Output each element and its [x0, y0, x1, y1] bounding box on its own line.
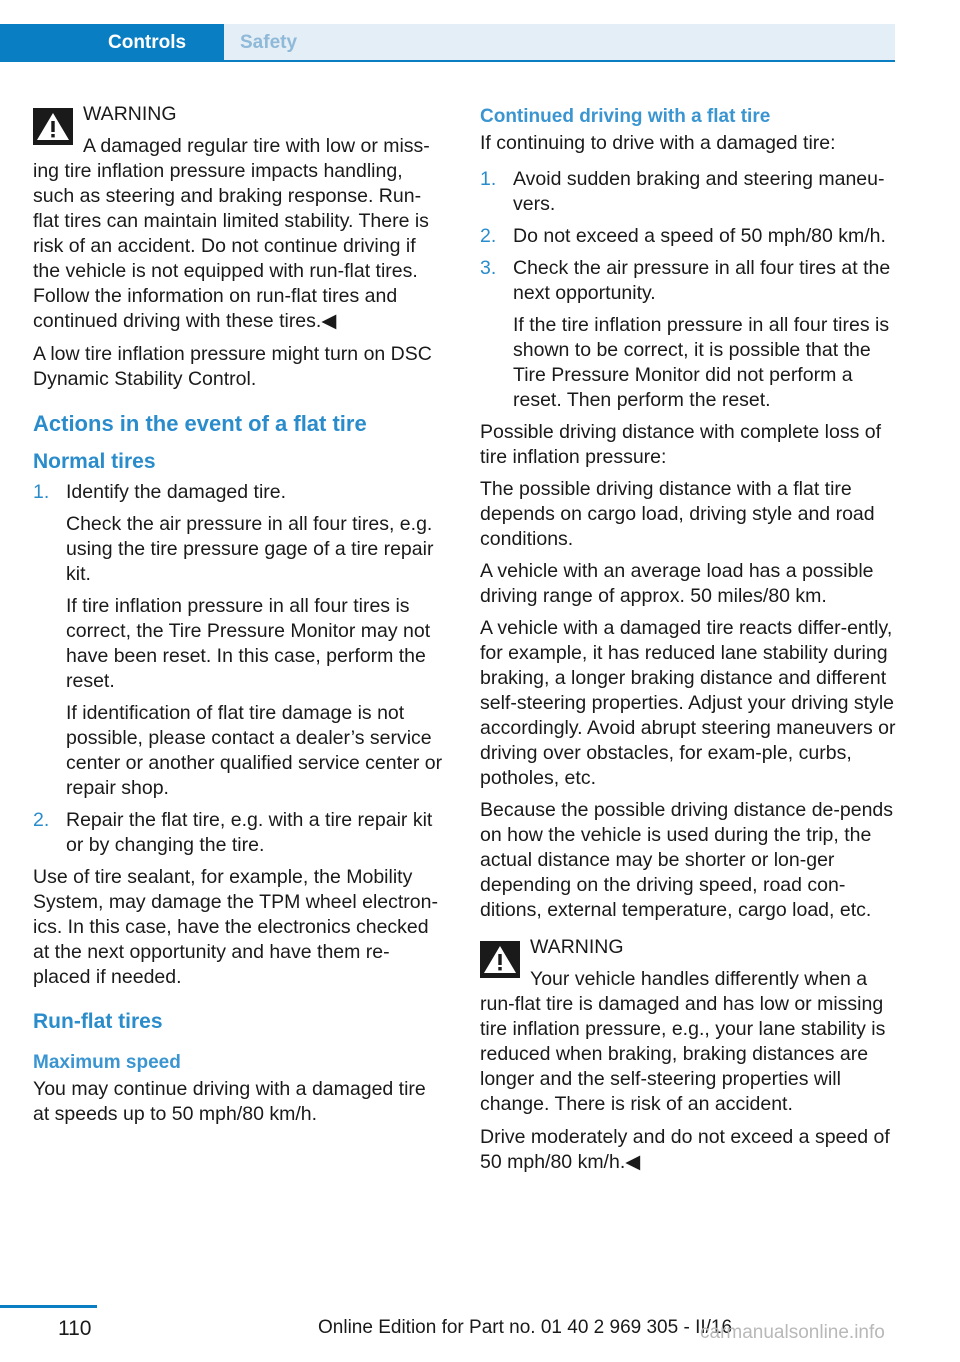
list-item — [480, 256, 896, 413]
list-paragraph: Identify the damaged tire. — [66, 481, 287, 503]
list-number: 2. — [480, 225, 497, 247]
warning-title: WARNING — [530, 936, 624, 958]
final-paragraph: Drive moderately and do not exceed a speed of 50 mph/80 km/h.◀ — [480, 1126, 890, 1173]
list-number: 1. — [480, 168, 497, 190]
list-paragraph: If tire inflation pressure in all four tires is correct, the Tire Pressure Monitor may not have been reset. In this case, perform the reset. — [66, 595, 431, 692]
list-paragraph: Do not exceed a speed of 50 mph/80 km/h. — [513, 225, 886, 247]
warning-title: WARNING — [83, 103, 177, 125]
list-paragraph: Check the air pressure in all four tires, e.g. using the tire pressure gage of a tire repair kit. — [66, 513, 434, 585]
heading-normal-tires: Normal tires — [33, 450, 156, 473]
list-paragraph: Check the air pressure in all four tires at the next opportunity. — [513, 257, 891, 304]
list-paragraph: Repair the flat tire, e.g. with a tire repair kit or by changing the tire. — [66, 809, 433, 856]
watermark: carmanualsonline.info — [700, 1322, 885, 1343]
warning-triangle-icon — [480, 941, 520, 978]
warning-text: run-flat tire is damaged and has low or missing tire inflation pressure, e.g., your lane stability is reduced when braking, braking distances are longer and the self-steering properties will change. There is risk of an accident. — [480, 993, 886, 1115]
distance-paragraph-2: The possible driving distance with a flat tire depends on cargo load, driving style and road conditions. — [480, 478, 875, 550]
distance-paragraph-5: Because the possible driving distance de-pends on how the vehicle is used during the trip, the actual distance may be shorter or lon-ger depending on the driving speed, road con-ditions, external temperature, cargo load, etc. — [480, 799, 894, 921]
warning-block-2 — [480, 935, 896, 1117]
list-paragraph: If identification of flat tire damage is not possible, please contact a dealer’s service center or another qualified service center or repair shop. — [66, 702, 443, 799]
footer-accent-line — [0, 1305, 97, 1308]
heading-maximum-speed: Maximum speed — [33, 1052, 181, 1073]
right-column — [480, 102, 896, 1182]
warning-text: ing tire inflation pressure impacts handling, such as steering and braking response. Run-flat tires can maintain limited stability. There is risk of an accident. Do not continue driving if the vehicle is not equipped with run-flat tires. Follow the information on run-flat tires and continued driving with these tires.◀ — [33, 160, 429, 332]
sealant-paragraph: Use of tire sealant, for example, the Mobility System, may damage the TPM wheel electron-ics. In this case, have the electronics checked at the next opportunity and have them re-placed if needed. — [33, 866, 438, 988]
tab-controls[interactable]: Controls — [0, 24, 224, 62]
list-number: 1. — [33, 481, 50, 503]
tab-safety[interactable]: Safety — [224, 24, 895, 62]
list-item — [33, 808, 447, 858]
list-item — [480, 224, 896, 249]
warning-first-line: Your vehicle handles differently when a — [530, 968, 868, 990]
max-speed-paragraph: You may continue driving with a damaged tire at speeds up to 50 mph/80 km/h. — [33, 1078, 426, 1125]
warning-block-1 — [33, 102, 447, 334]
heading-flat-tire-actions: Actions in the event of a flat tire — [33, 411, 367, 436]
list-paragraph: If the tire inflation pressure in all four tires is shown to be correct, it is possible that the Tire Pressure Monitor did not perform a reset. Then perform the reset. — [513, 314, 890, 411]
continued-driving-list — [480, 167, 896, 413]
heading-continued-driving: Continued driving with a flat tire — [480, 106, 771, 127]
page-number: 110 — [58, 1317, 92, 1340]
dsc-paragraph: A low tire inflation pressure might turn on DSC Dynamic Stability Control. — [33, 343, 432, 390]
edition-text: Online Edition for Part no. 01 40 2 969 305 - II/16 — [318, 1317, 733, 1338]
warning-first-line: A damaged regular tire with low or miss- — [83, 135, 430, 157]
list-paragraph: Avoid sudden braking and steering maneu-vers. — [513, 168, 885, 215]
distance-paragraph-3: A vehicle with an average load has a possible driving range of approx. 50 miles/80 km. — [480, 560, 874, 607]
list-item — [33, 480, 447, 801]
distance-paragraph-4: A vehicle with a damaged tire reacts differ-ently, for example, it has reduced lane stability during braking, a longer braking distance and different self-steering properties. Adjust your driving style accordingly. Avoid abrupt steering maneuvers or driving over obstacles, for exam-ple, curbs, potholes, etc. — [480, 617, 896, 789]
list-item — [480, 167, 896, 217]
list-number: 2. — [33, 809, 50, 831]
header-divider — [0, 60, 895, 62]
section-tabs — [0, 0, 895, 62]
normal-tires-list — [33, 480, 447, 858]
distance-paragraph-1: Possible driving distance with complete loss of tire inflation pressure: — [480, 421, 882, 468]
left-column — [33, 102, 447, 1134]
list-number: 3. — [480, 257, 497, 279]
intro-paragraph: If continuing to drive with a damaged tire: — [480, 132, 836, 154]
heading-run-flat-tires: Run-flat tires — [33, 1010, 163, 1033]
warning-triangle-icon — [33, 108, 73, 145]
